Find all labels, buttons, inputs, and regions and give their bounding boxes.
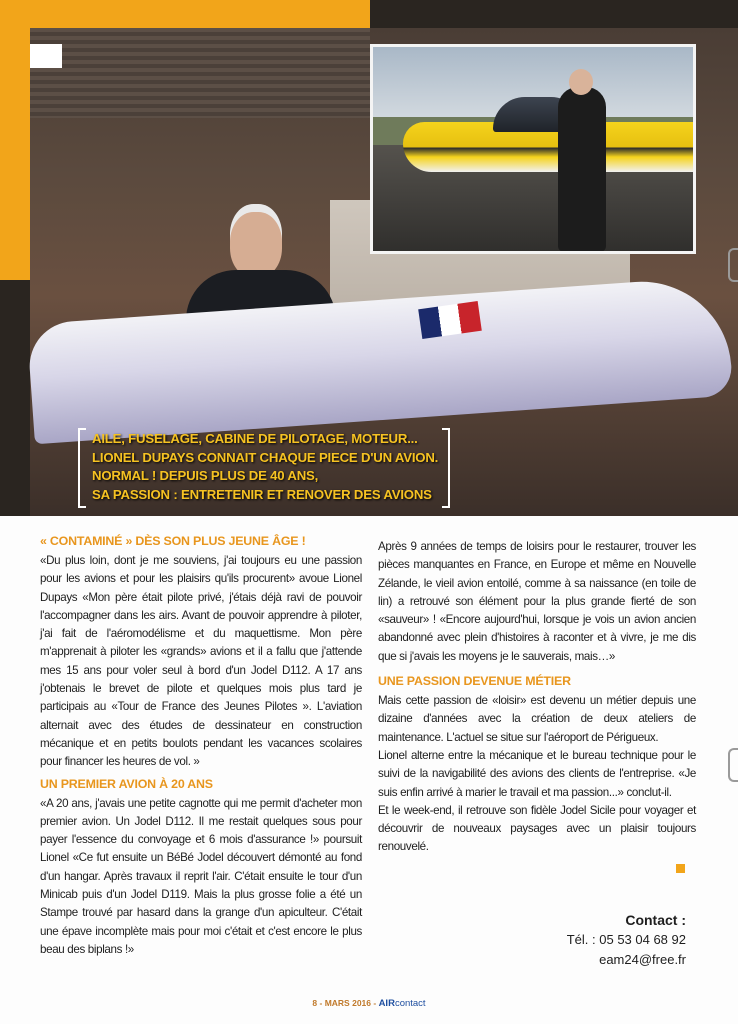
- binder-clip-bottom: [728, 748, 738, 782]
- hangar-shutter: [30, 28, 370, 118]
- portrait-head: [230, 212, 282, 278]
- photo-caption: [78, 428, 450, 510]
- contact-block: [567, 910, 686, 970]
- section-body-childhood: «Du plus loin, dont je me souviens, j'ai toujours eu une passion pour les avions et pour les plaisirs qu'ils procurent» avoue Lionel Dupays «Mon père était pilote privé, j'étais déjà ravi de pouvoir l'accompagner dans les airs. Avant de pouvoir apprendre à piloter, j'ai fait de l'aéromodélisme et du maquettisme. Mon père m'apprenait à piloter les «grands» avions et il a fallu que j'attende mes 15 ans pour voler seul à bord d'un Jodel D112. A 17 ans j'obtenais le brevet de pilote et quelques mois plus tard je participais au «Tour de France des Jeunes Pilotes ». L'aviation alternait avec des études de dessinateur en construction mécanique et en petits boulots pendant les vacances scolaires pour financer les heures de vol. »: [40, 554, 362, 769]
- caption-text: [92, 430, 444, 504]
- section-heading-childhood: « CONTAMINÉ » DÈS SON PLUS JEUNE ÂGE !: [40, 534, 306, 548]
- caption-line: SA PASSION : ENTRETENIR ET RENOVER DES AVIONS: [92, 486, 432, 502]
- footer-page-info: 8 - MARS 2016 -: [312, 998, 379, 1008]
- section-body-first-plane: «A 20 ans, j'avais une petite cagnotte qui me permit d'acheter mon premier avion. Un Jodel D112. Il me restait quelques sous pour payer l'essence du convoyage et 6 mois d'assurance !» poursuit Lionel «Ce fut ensuite un BéBé Jodel découvert démonté au fond d'un hangar. Après travaux il reprit l'air. C'était ensuite le tour d'un Minicab puis d'un Jodel D119. Mais la plus grosse folie a été un Stampe trouvé par hasard dans la grange d'un apiculteur. C'était une épave incomplète mais pour moi c'était et c'est encore le plus beau des biplans !»: [40, 796, 362, 956]
- end-of-article-square: [676, 864, 685, 873]
- caption-bracket-left: [78, 428, 86, 508]
- decorative-square: [30, 44, 62, 68]
- caption-line: LIONEL DUPAYS CONNAIT CHAQUE PIECE D'UN AVION.: [92, 449, 439, 465]
- section-heading-profession: UNE PASSION DEVENUE MÉTIER: [378, 674, 571, 689]
- binder-clip-top: [728, 248, 738, 282]
- inset-person-body: [558, 87, 606, 252]
- article-column-left: [40, 532, 362, 959]
- caption-line: NORMAL ! DEPUIS PLUS DE 40 ANS,: [92, 468, 319, 483]
- page-footer: [0, 998, 738, 1009]
- section-heading-first-plane: UN PREMIER AVION À 20 ANS: [40, 776, 213, 791]
- contact-phone: Tél. : 05 53 04 68 92: [566, 932, 686, 947]
- inset-photo: [370, 44, 696, 254]
- section-body-profession-2: Lionel alterne entre la mécanique et le bureau technique pour le suivi de la navigabilité des avions des clients de l'entreprise. «Je suis enfin arrivé à marier le travail et ma passion...» conclut-il.: [378, 748, 696, 799]
- contact-title: Contact :: [625, 912, 686, 928]
- footer-brand-air: AIR: [378, 998, 395, 1009]
- contact-email: eam24@free.fr: [599, 952, 686, 967]
- article-column-right: [378, 538, 696, 857]
- orange-banner-top: [0, 0, 370, 28]
- section-body-profession-3: Et le week-end, il retrouve son fidèle Jodel Sicile pour voyager et découvrir de nouveaux paysages avec un plaisir toujours renouvelé.: [378, 803, 696, 854]
- section-body-restoration: Après 9 années de temps de loisirs pour le restaurer, trouver les pièces manquantes en France, en Europe et même en Nouvelle Zélande, le vieil avion entoilé, comme à sa naissance (en toile de lin) a retrouvé son élément pour la plus grande fierté de son «sauveur» ! «Encore aujourd'hui, lorsque je vois un avion ancien abandonné avec plein d'histoires à raconter et à vivre, je me dis que si j'avais les moyens je le sauverais, mais…»: [378, 540, 696, 663]
- caption-line: AILE, FUSELAGE, CABINE DE PILOTAGE, MOTEUR...: [92, 431, 418, 446]
- orange-banner-side: [0, 0, 30, 280]
- inset-person-head: [569, 69, 593, 95]
- section-body-profession-1: Mais cette passion de «loisir» est devenu un métier depuis une dizaine d'années avec la création de deux ateliers de maintenance. L'actuel se situe sur l'aéroport de Périgueux.: [378, 694, 696, 744]
- footer-brand-contact: contact: [394, 998, 426, 1009]
